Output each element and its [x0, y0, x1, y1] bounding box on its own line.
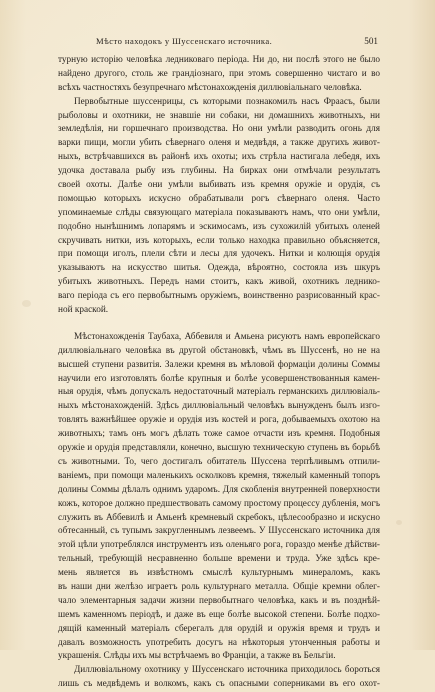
text-line: служить въ Аббевилѣ и Амьенѣ кремневый скребокъ, цѣлесообразно и искусно [58, 512, 380, 523]
text-line: диллювіальнаго человѣка въ другой обстановкѣ, чѣмъ въ Шуссенѣ, но не на [58, 345, 380, 356]
text-line: упоминаемые слѣды связующаго матеріала показываютъ намъ, что они умѣли, [58, 207, 380, 218]
text-line: Диллювіальному охотнику у Шуссенскаго источника приходилось бороться [74, 665, 380, 676]
text-line: рыболовы и охотники, не знавшіе ни собаки, ни домашнихъ животныхъ, ни [58, 110, 380, 121]
text-line: этой цѣли употреблялся инструментъ изъ оленьяго рога, гораздо менѣе дѣйстви- [58, 540, 380, 551]
text-line: кожъ, которое должно предшествовать самому простому процессу дубленія, могъ [58, 498, 380, 509]
paragraph [58, 96, 380, 318]
paper-stain [396, 520, 402, 525]
paragraph [58, 54, 380, 96]
text-line: товлять важнѣйшее оружіе и орудія изъ костей и рога, добываемыхъ охотою на [58, 415, 380, 426]
text-line: мень является въ извѣстномъ смыслѣ культурнымъ минераломъ, какъ [58, 568, 380, 579]
text-line: ваніемъ, при помощи маленькихъ осколковъ кремня, тяжелый каменный топоръ [58, 470, 380, 481]
text-line: шемъ каменномъ періодѣ, и даже въ еще болѣе высокой степени. Болѣе подхо- [58, 609, 380, 620]
text-line: земледѣлія, ни горшечнаго производства. Но они умѣли разводить огонь для [58, 124, 380, 135]
paragraph [58, 664, 380, 692]
text-line: ваго періода съ его первобытнымъ оружіемъ, воинственно разрисованный крас- [58, 291, 380, 302]
text-line: дящій каменный матеріалъ сберегалъ для орудій и оружія время и трудъ и [58, 623, 380, 634]
page-header [56, 36, 378, 50]
text-line: помощью которыхъ искусно обрабатывали рогъ сѣвернаго оленя. Часто [58, 193, 380, 204]
text-line: въ наши дни желѣзо играетъ роль культурнаго металла. Общіе кремни облег- [58, 581, 380, 592]
text-line: при помощи иголъ, плели сѣти и лесы для удочекъ. Нитки и колющія орудія [58, 249, 380, 260]
text-line: скручивать нитки, изъ которыхъ, если только находка правильно объясняется, [58, 235, 380, 246]
text-line: Первобытные шуссенрицы, съ которыми познакомилъ насъ Фраасъ, были [74, 96, 380, 107]
text-line: давалъ возможность употребить досугъ на нѣкоторыя утонченныя работы и [58, 637, 380, 648]
paragraph [58, 331, 380, 664]
text-line: указываютъ на искусство шитья. Одежда, вѣроятно, состояла изъ шкуръ [58, 263, 380, 274]
text-line: животныхъ; тамъ онъ могъ дѣлать тоже самое отчасти изъ кремня. Подобныя [58, 429, 380, 440]
paragraph-gap [58, 318, 380, 331]
text-line: убитыхъ животныхъ. Передъ нами стоитъ, какъ живой, охотникъ леднико- [58, 277, 380, 288]
text-line: высшей ступени развитія. Залежи кремня въ мѣловой формаціи долины Соммы [58, 359, 380, 370]
text-line: всѣхъ частностяхъ безупречнаго мѣстонахожденія диллювіальнаго человѣка. [58, 82, 362, 93]
text-line: варки пищи, могли убить сѣвернаго оленя и медвѣдя, а также другихъ живот- [58, 138, 380, 149]
running-title: Мѣсто находокъ у Шуссенскаго источника. [96, 36, 273, 46]
text-line: ной краской. [58, 305, 109, 316]
page-number: 501 [364, 36, 378, 46]
text-line: подобно нынѣшнимъ лопарямъ и эскимосамъ, изъ сухожилій убитыхъ оленей [58, 221, 380, 232]
text-line: удочка доставала рыбу изъ глубины. На бирках они отмѣчали результатъ [58, 166, 380, 177]
text-line: найдено другого, столь же грандіознаго, при этомъ совершенно чистаго и во [58, 68, 380, 79]
text-line: обтесанный, съ тупымъ закругленнымъ лезвеемъ. У Шуссенскаго источника для [58, 526, 380, 537]
text-line: Мѣстонахожденія Таубаха, Аббевиля и Амьена рисуютъ намъ европейскаго [74, 331, 380, 342]
text-line: ныхъ мѣстонахожденій. Здѣсь диллювіальный человѣкъ вынужденъ былъ изго- [58, 401, 380, 412]
text-line: научили его изготовлять болѣе крупныя и болѣе усовершенствованныя камен- [58, 373, 380, 384]
paper-stain [22, 300, 31, 307]
text-line: съ животными. То, чего достигалъ обитатель Шуссена терпѣливымъ отпили- [58, 456, 380, 467]
text-line: долины Соммы дѣлалъ однимъ ударомъ. Для скобленія внутренней поверхности [58, 484, 380, 495]
text-line: турную исторію человѣка ледниковаго періода. Ни до, ни послѣ этого не было [58, 55, 380, 65]
text-line: своей охоты. Далѣе они умѣли выбивать изъ кремня оружіе и орудія, съ [58, 180, 380, 191]
text-line: ныя орудія, чѣмъ допускалъ недостаточный матеріалъ германскихъ диллювіаль- [58, 387, 380, 398]
body-text [58, 54, 380, 692]
text-line: чало элементарныя задачи жизни первобытнаго человѣка, какъ и въ позднѣй- [58, 595, 380, 606]
text-line: тельный, требующій несравненно больше времени и труда. Уже здѣсь кре- [58, 554, 380, 565]
text-line: ныхъ, встрѣчавшихся въ районѣ ихъ охоты; ихъ стрѣла настигала лебедя, ихъ [58, 152, 380, 163]
text-line: оружіе и орудія представляли, конечно, высшую техническую ступень въ борьбѣ [58, 443, 380, 454]
text-line: лишь съ медвѣдемъ и волкомъ, какъ съ опасными соперниками въ его охот- [58, 679, 380, 690]
text-line: украшенія. Слѣды ихъ мы встрѣчаемъ во Франціи, а также въ Бельгіи. [58, 651, 336, 662]
